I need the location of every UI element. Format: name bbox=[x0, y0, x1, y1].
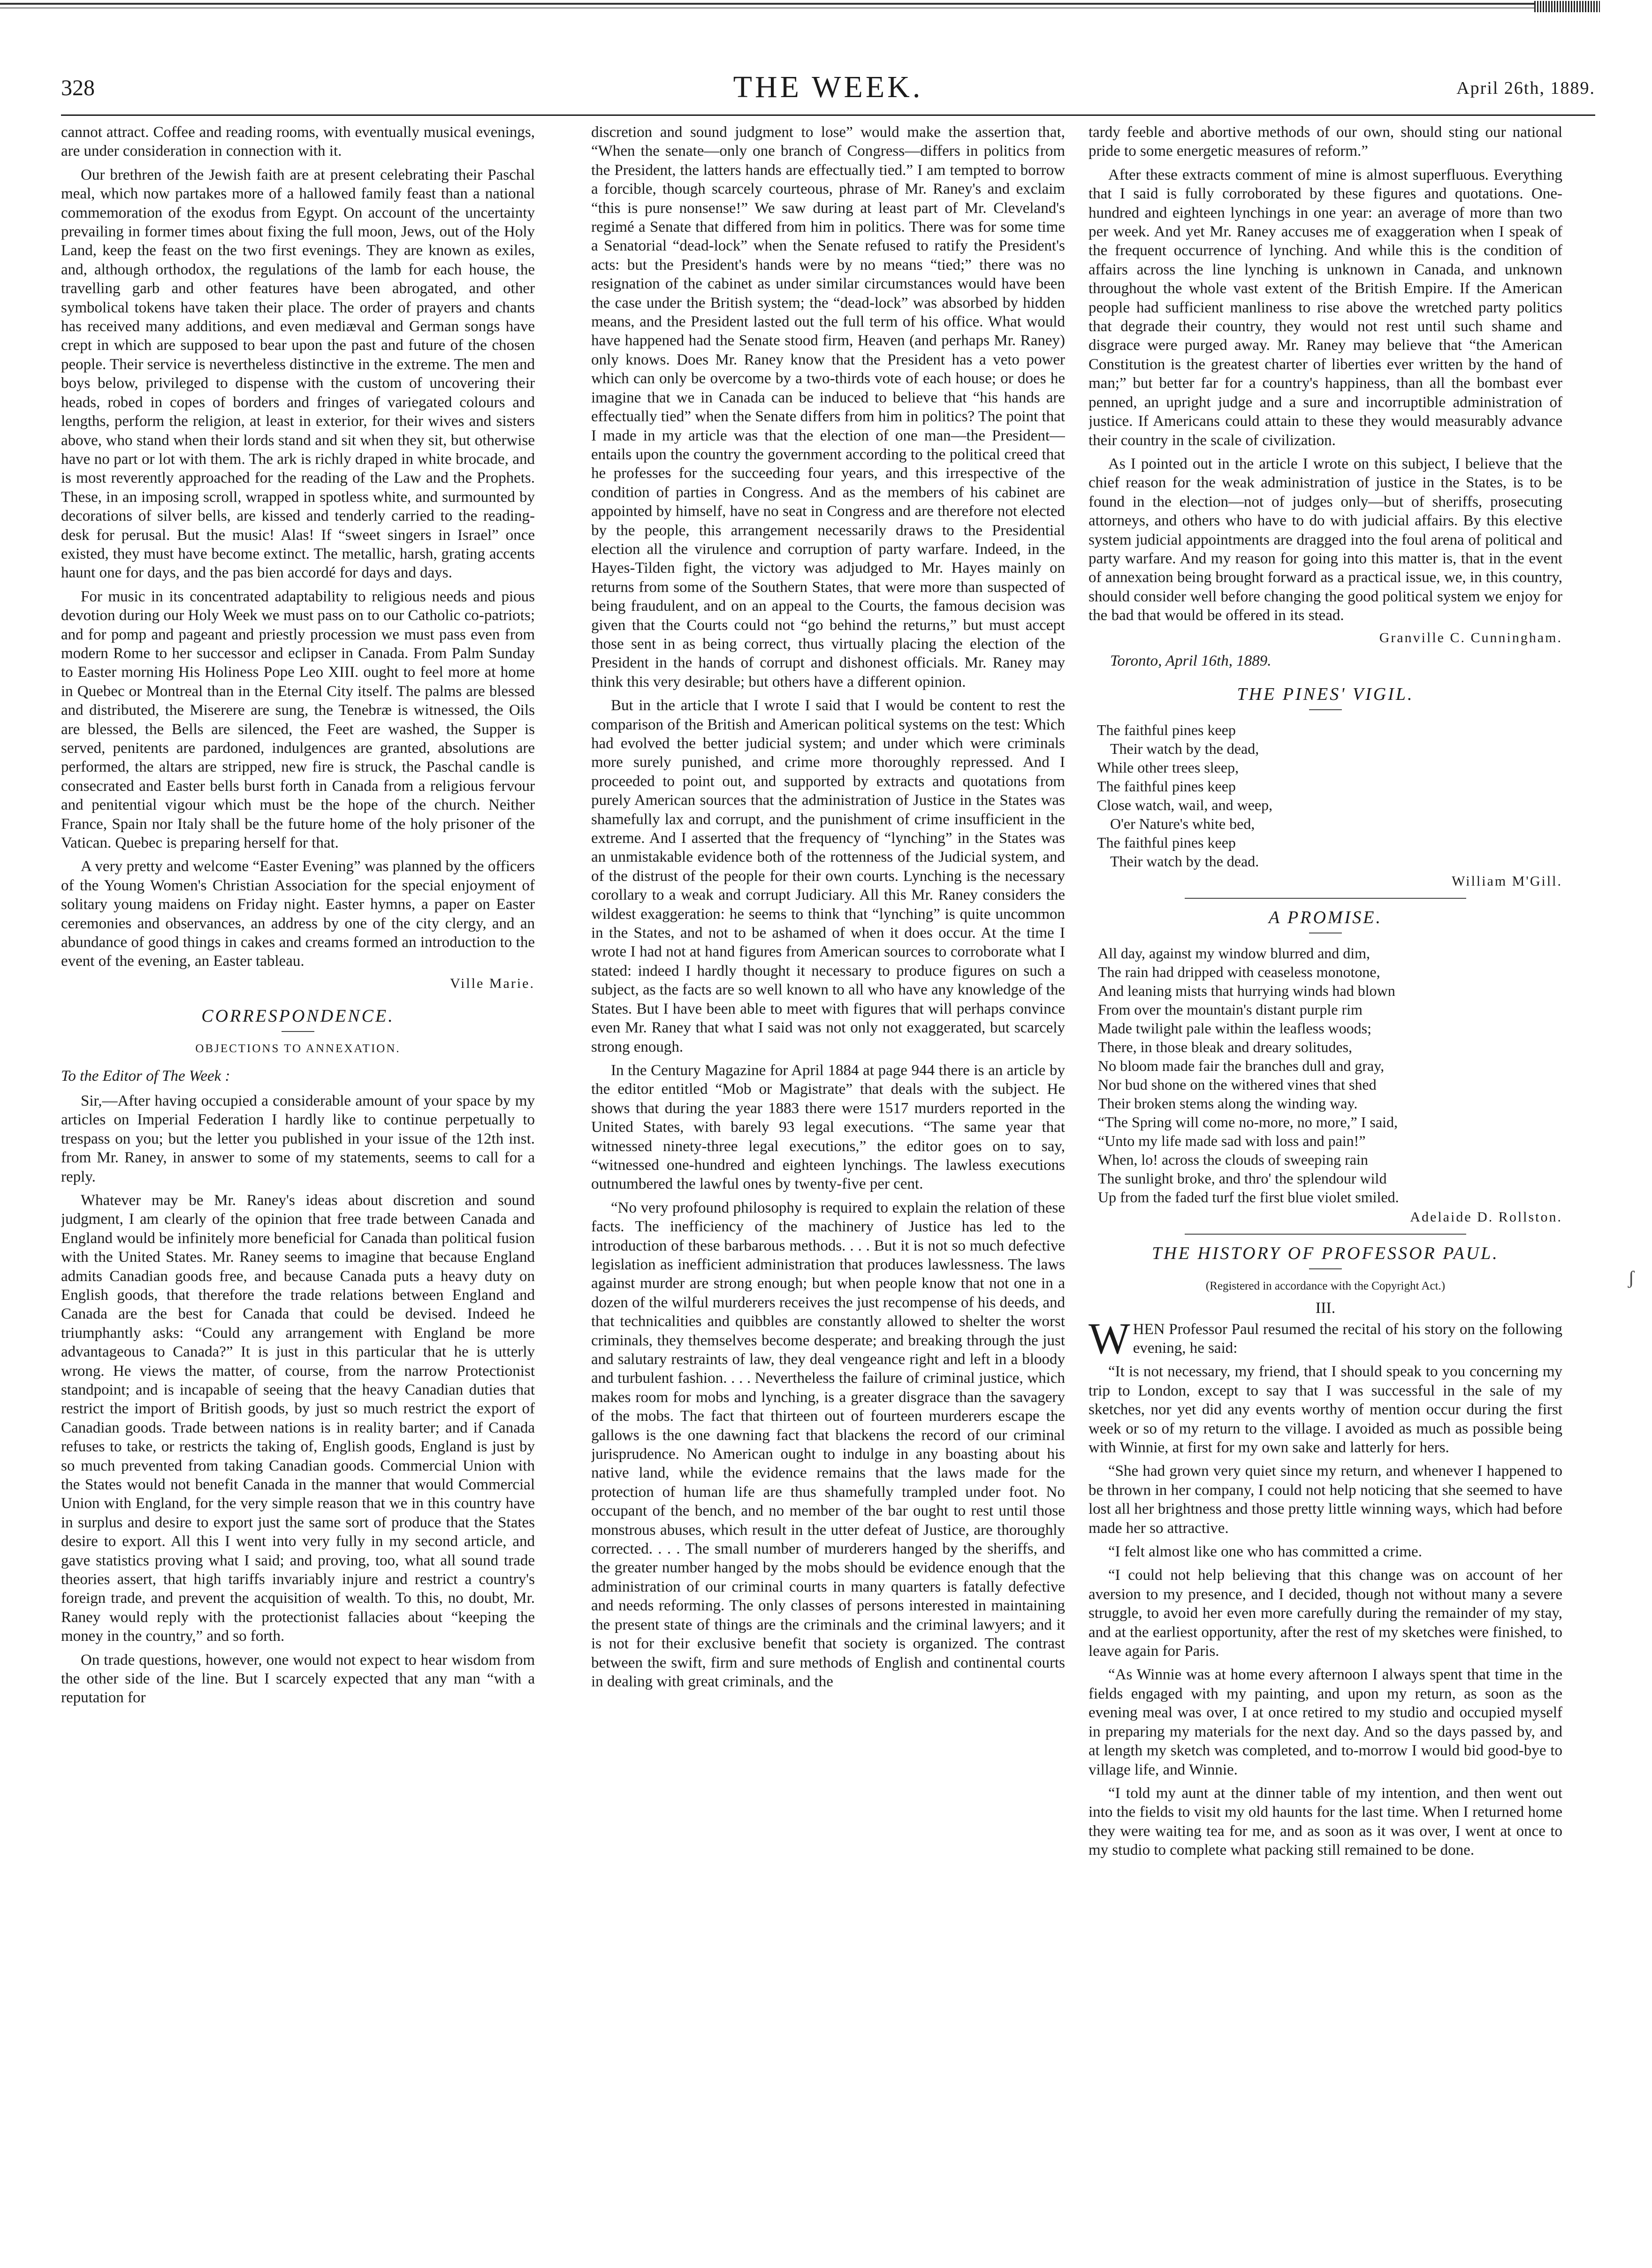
poem-line: All day, against my window blurred and dim, bbox=[1098, 944, 1370, 962]
paragraph: discretion and sound judgment to lose” would make the assertion that, “When the senate—only one branch of Congress—differs in politics from the President, the latters hands are effectually tied.” I am tempted to borrow a forcible, though scarcely courteous, phrase of Mr. Raney's and exclaim “this is pure nonsense!” We saw during at least part of Mr. Cleveland's regimé a Senate that differed from him in politics. There was for some time a Senatorial “dead-lock” when the Senate refused to ratify the President's acts: but the President's hands were by no means “tied;” there was no resignation of the cabinet as under similar circumstances would have been the case under the British system; the “dead-lock” was absorbed by hidden means, and the President lasted out the full term of his office. What would have happened had the Senate stood firm, Heaven (and perhaps Mr. Raney) only knows. Does Mr. Raney know that the President has a veto power which can only be overcome by a two-thirds vote of each house; or does he imagine that we in Canada can be induced to believe that “his hands are effectually tied” when the Senate differs from him in politics? The point that I made in my article was that the election of one man—the President—entails upon the country the government according to the political creed that he professes for the succeeding four years, and this irrespective of the condition of parties in Congress. And as the members of his cabinet are appointed by himself, have no seat in Congress and are therefore not elected by the people, this arrangement necessarily draws to the Presidential election all the virulence and corruption of party warfare. Indeed, in the Hayes-Tilden fight, the victory was adjudged to Mr. Hayes mainly on returns from some of the Southern States, that were more than suspected of being fraudulent, and on an appeal to the Courts, the famous decision was given that the Courts could not “go behind the returns,” but must accept those sent in as being correct, thus virtually placing the election of the President in the hands of corrupt and dishonest officials. Mr. Raney may think this very desirable; but others have a different opinion. bbox=[591, 124, 1065, 690]
divider bbox=[282, 1031, 314, 1032]
poem-line: Nor bud shone on the withered vines that shed bbox=[1098, 1076, 1377, 1093]
poem-line: The faithful pines keep bbox=[1097, 777, 1236, 795]
top-border bbox=[0, 0, 1652, 14]
poem-title: A PROMISE. bbox=[1269, 907, 1382, 927]
story-title: THE HISTORY OF PROFESSOR PAUL. bbox=[1152, 1243, 1499, 1263]
signature: Ville Marie. bbox=[450, 975, 535, 991]
poem-line: Close watch, wail, and weep, bbox=[1097, 796, 1273, 813]
masthead: THE WEEK. bbox=[733, 70, 923, 104]
poem-pines-vigil bbox=[1089, 721, 1562, 871]
poem-line: No bloom made fair the branches dull and gray, bbox=[1098, 1057, 1385, 1074]
poem-line: The sunlight broke, and thro' the splendour wild bbox=[1098, 1169, 1387, 1187]
paragraph: A very pretty and welcome “Easter Evening” was planned by the officers of the Young Women's Christian Association for the special enjoyment of solitary young maidens on Friday night. Easter hymns, a paper on Easter ceremonies and observances, an address by one of the city clergy, and an abundance of good things in cakes and creams formed an introduction to the event of the evening, an Easter tableau. bbox=[61, 858, 535, 970]
torn-edge-mark bbox=[1534, 1, 1600, 12]
paragraph: In the Century Magazine for April 1884 at page 944 there is an article by the editor entitled “Mob or Magistrate” that deals with the subject. He shows that during the year 1883 there were 1517 murders reported in the United States, with barely 93 legal executions. “The same year that witnessed ninety-three legal executions,” the editor goes on to say, “witnessed one-hundred and eighteen lynchings. The lawless executions outnumbered the lawful ones by twenty-five per cent. bbox=[591, 1062, 1065, 1193]
poem-author: William M'Gill. bbox=[1452, 873, 1562, 889]
poem-promise bbox=[1089, 944, 1562, 1206]
column-2 bbox=[591, 123, 1065, 2243]
poem-line: “The Spring will come no-more, no more,” I said, bbox=[1098, 1113, 1398, 1130]
poem-line: From over the mountain's distant purple rim bbox=[1098, 1001, 1363, 1018]
paragraph: “She had grown very quiet since my return, and whenever I happened to be thrown in her company, I could not help noticing that she seemed to have lost all her brightness and those pretty little winning ways, which had before made her so attractive. bbox=[1089, 1463, 1562, 1537]
paragraph: Whatever may be Mr. Raney's ideas about discretion and sound judgment, I am clearly of the opinion that free trade between Canada and England would be infinitely more beneficial for Canada than political fusion with the United States. Mr. Raney seems to imagine that because England admits Canadian goods free, and because Canada puts a heavy duty on English goods, that therefore the trade relations between England and Canada are the best for Canada that could be devised. Indeed he triumphantly asks: “Could any arrangement with England be more advantageous to Canada?” It is just in this particular that he is utterly wrong. He views the matter, of course, from the narrow Protectionist standpoint; and is incapable of seeing that the heavy Canadian duties that restrict the import of British goods, by just so much restrict the export of Canadian goods. Trade between nations is in reality barter; and if Canada refuses to take, or restricts the taking of, English goods, England is just by so much prevented from taking Canadian goods. Commercial Union with the States would not benefit Canada in the manner that would Commercial Union with England, for the very simple reason that we in this country have in surplus and desire to export just the same sort of produce that the States desire to export. All this I went into very fully in my second article, and gave statistics proving what I said; and proving, too, what all sound trade theories assert, that high tariffs invariably injure and restrict a country's foreign trade, and prevent the acquisition of wealth. To this, no doubt, Mr. Raney would reply with the protectionist fallacies about “keeping the money in the country,” and so forth. bbox=[61, 1191, 535, 1645]
section-title: CORRESPONDENCE. bbox=[201, 1006, 395, 1026]
poem-line: Up from the faded turf the first blue violet smiled. bbox=[1098, 1188, 1399, 1206]
poem-line: The rain had dripped with ceaseless monotone, bbox=[1098, 963, 1380, 980]
divider bbox=[1309, 1268, 1342, 1269]
poem-line: Their watch by the dead. bbox=[1110, 852, 1259, 870]
paragraph: “As Winnie was at home every afternoon I always spent that time in the fields engaged with my painting, and upon my return, as soon as the evening meal was over, I at once retired to my studio and occupied myself in preparing my materials for the next day. And so the days passed by, and at length my sketch was completed, and to-morrow I would bid good-bye to village life, and Winnie. bbox=[1089, 1666, 1562, 1778]
poem-line: O'er Nature's white bed, bbox=[1110, 815, 1255, 832]
poem-title: THE PINES' VIGIL. bbox=[1237, 684, 1414, 704]
letter-subhead: OBJECTIONS TO ANNEXATION. bbox=[195, 1042, 401, 1055]
divider bbox=[1185, 898, 1466, 899]
paragraph: “I told my aunt at the dinner table of my intention, and then went out into the fields to visit my old haunts for the last time. When I returned home they were waiting tea for me, and as soon as it was over, I went at once to my studio to complete what packing still remained to be done. bbox=[1089, 1784, 1562, 1859]
poem-line: And leaning mists that hurrying winds had blown bbox=[1098, 982, 1395, 999]
paragraph: “No very profound philosophy is required to explain the relation of these facts. The inefficiency of the machinery of Justice has led to the introduction of these barbarous methods. . . . But it is not so much defective legislation as inefficient administration that produces lawlessness. The laws against murder are strong enough; but when people know that not one in a dozen of the wilful murderers receives the just recompense of his deeds, and that technicalities and quibbles are constantly allowed to shelter the worst criminals, they themselves become desperate; and breaking through the just and salutary restraints of law, they deal vengeance right and left in a bloody and turbulent fashion. . . . Nevertheless the failure of criminal justice, which makes room for mobs and lynching, is a greater disgrace than the savagery of the mobs. The fact that thirteen out of fourteen murderers escape the gallows is the one dawning fact that blackens the record of our criminal jurisprudence. No American ought to indulge in any boasting about his native land, while the evidence remains that the laws made for the protection of human life are thus shamefully trampled under foot. No occupant of the bench, and no member of the bar ought to rest until those monstrous abuses, which result in the utter defeat of Justice, are thoroughly corrected. . . . The small number of murderers hanged by the sheriffs, and the greater number hanged by the mobs should be evidence enough that the administration of our criminal courts in many quarters is fatally defective and needs reforming. The only classes of persons interested in maintaining the present state of things are the criminals and the criminal lawyers; and it is not for their exclusive benefit that society is organized. The contrast between the swift, firm and sure methods of English and continental courts in dealing with great criminals, and the bbox=[591, 1199, 1065, 1690]
poem-line: Their watch by the dead, bbox=[1110, 740, 1259, 757]
paragraph: “I could not help believing that this change was on account of her aversion to my presence, and I decided, though not without many a severe struggle, to avoid her even more carefully during the remainder of my stay, and at the earliest opportunity, after the rest of my sketches were finished, to leave again for Paris. bbox=[1089, 1567, 1562, 1660]
story-opening-paragraph bbox=[1089, 1314, 1562, 1363]
poem-line: There, in those bleak and dreary solitudes, bbox=[1098, 1038, 1353, 1055]
drop-cap: W bbox=[1089, 1314, 1130, 1363]
issue-date: April 26th, 1889. bbox=[1456, 78, 1595, 98]
poem-line: When, lo! across the clouds of sweeping rain bbox=[1098, 1151, 1368, 1168]
poem-line: While other trees sleep, bbox=[1097, 759, 1239, 776]
paragraph: After these extracts comment of mine is almost superfluous. Everything that I said is fully corroborated by these figures and quotations. One-hundred and eighteen lynchings in one year: an average of more than two per week. And yet Mr. Raney accuses me of exaggeration when I speak of the frequent occurrence of lynching. And while this is the condition of affairs across the line lynching is unknown in Canada, and unknown throughout the whole vast extent of the British Empire. If the American people had sufficient manliness to rise above the wretched party politics that degrade their country, they would not rest until such shame and disgrace were purged away. Mr. Raney may believe that “the American Constitution is the greatest charter of liberties ever written by the hand of man;” but better far for a country's happiness, than all the bombast ever penned, an upright judge and a sure and incorruptible administration of justice. If Americans could attain to these they would measurably advance their country in the scale of civilization. bbox=[1089, 166, 1562, 449]
letter-dateline: Toronto, April 16th, 1889. bbox=[1110, 652, 1271, 669]
paragraph: tardy feeble and abortive methods of our own, should sting our national pride to some energetic measures of reform.” bbox=[1089, 124, 1562, 160]
poem-line: The faithful pines keep bbox=[1097, 834, 1236, 851]
page-number: 328 bbox=[61, 76, 95, 100]
poem-line: The faithful pines keep bbox=[1097, 721, 1236, 738]
paragraph: Our brethren of the Jewish faith are at present celebrating their Paschal meal, which now partakes more of a hallowed family feast than a national commemoration of the exodus from Egypt. On account of the uncertainty prevailing in former times about fixing the full moon, Jews, out of the Holy Land, keep the feast on the two first evenings. They are known as exiles, and, although orthodox, the regulations of the lamb for each house, the travelling garb and other features have been abrogated, and other symbolical tokens have taken their place. The order of prayers and chants has received many additions, and even mediæval and German songs have crept in which are supposed to bear upon the past and future of the chosen people. Their service is nevertheless distinctive in the extreme. The men and boys below, privileged to dispense with the custom of uncovering their heads, robed in copes of borders and fringes of variegated colours and lengths, perform the religion, at least in exterior, for their wives and sisters above, who stand when their lords stand and sit when they sit, but otherwise have no part or lot with them. The ark is richly draped in white brocade, and is most reverently approached for the reading of the Law and the Prophets. These, in an imposing scroll, wrapped in spotless white, and surmounted by decorations of silver bells, are kissed and tenderly carried to the reading-desk for perusal. But the music! Alas! If “sweet singers in Israel” once existed, they must have become extinct. The metallic, harsh, grating accents haunt one for days, and the pas bien accordé for days and days. bbox=[61, 166, 535, 582]
paragraph: But in the article that I wrote I said that I would be content to rest the comparison of the British and American political systems on the test: Which had evolved the better judicial system; and under which were criminals more surely punished, and crime more thoroughly repressed. And I proceeded to point out, and supported by extracts and quotations from purely American sources that the administration of Justice in the States was shamefully lax and corrupt, and the punishment of crime insufficient in the extreme. And I asserted that the frequency of “lynching” in the States was an unmistakable evidence both of the rottenness of the Judicial system, and of the distrust of the people for their own courts. Lynching is the necessary corollary to a weak and corrupt Judiciary. All this Mr. Raney considers the wildest exaggeration: he seems to think that “lynching” is quite uncommon in the States, and not to be ashamed of when it does occur. At the time I wrote I had not at hand figures from American sources to corroborate what I stated: indeed I hardly thought it necessary to produce figures on such a subject, as the facts are so well known to all who have any knowledge of the States. But I have been able to meet with figures that will perhaps convince even Mr. Raney that what I said was not only not exaggerated, but scarcely strong enough. bbox=[591, 697, 1065, 1055]
paragraph-text: HEN Professor Paul resumed the recital of his story on the following evening, he said: bbox=[1133, 1320, 1562, 1357]
top-rule bbox=[0, 3, 1595, 5]
paragraph: As I pointed out in the article I wrote on this subject, I believe that the chief reason for the weak administration of justice in the States, is to be found in the election—not of judges only—but of sheriffs, prosecuting attorneys, and others who have to do with judicial affairs. By this elective system judicial appointments are dragged into the foul arena of political and party warfare. And my reason for going into this matter is, that in the event of annexation being brought forward as a practical issue, we, in this country, should consider well before changing the good political system we enjoy for the bad that would be offered in its stead. bbox=[1089, 455, 1562, 624]
margin-mark: ʃ bbox=[1628, 1267, 1635, 1288]
paragraph: cannot attract. Coffee and reading rooms, with eventually musical evenings, are under consideration in connection with it. bbox=[61, 124, 535, 160]
poem-line: Their broken stems along the winding way. bbox=[1098, 1094, 1358, 1112]
column-3 bbox=[1089, 123, 1562, 2243]
paragraph: On trade questions, however, one would not expect to hear wisdom from the other side of the line. But I scarcely expected that any man “with a reputation for bbox=[61, 1651, 535, 1707]
paragraph: Sir,—After having occupied a considerable amount of your space by my articles on Imperial Federation I hardly like to continue perpetually to trespass on you; but the letter you published in your issue of the 12th inst. from Mr. Raney, in answer to some of my statements, seems to call for a reply. bbox=[61, 1092, 535, 1185]
letter-addressee: To the Editor of The Week : bbox=[61, 1067, 230, 1085]
story-part-number: III. bbox=[1315, 1299, 1336, 1317]
copyright-notice: (Registered in accordance with the Copyright Act.) bbox=[1205, 1279, 1446, 1292]
poem-line: Made twilight pale within the leafless woods; bbox=[1098, 1019, 1371, 1037]
column-1 bbox=[61, 123, 535, 2243]
divider bbox=[1309, 709, 1342, 710]
letter-signature: Granville C. Cunningham. bbox=[1379, 630, 1562, 645]
paragraph: “I felt almost like one who has committed a crime. bbox=[1108, 1543, 1422, 1561]
poem-line: “Unto my life made sad with loss and pain!” bbox=[1098, 1132, 1366, 1149]
poem-author: Adelaide D. Rollston. bbox=[1410, 1209, 1562, 1225]
page-header bbox=[61, 70, 1595, 113]
header-rule bbox=[61, 114, 1595, 116]
paragraph: For music in its concentrated adaptability to religious needs and pious devotion during our Holy Week we must pass on to our Catholic co-patriots; and for pomp and pageant and priestly procession we must pass even from modern Rome to her successor and eclipser in Canada. From Palm Sunday to Easter morning His Holiness Pope Leo XIII. ought to feel more at home in Quebec or Montreal than in the Eternal City itself. The palms are blessed and distributed, the Miserere are sung, the Tenebræ is witnessed, the Oils are blessed, the Bells are silenced, the Feet are washed, the Supper is served, penitents are pardoned, indulgences are granted, absolutions are performed, the altars are stripped, new fire is struck, the Paschal candle is consecrated and Easter bells burst forth in Canada from a religious fervour and penitential vigour which must be the hope of the church. Neither France, Spain nor Italy shall be the future home of the holy prisoner of the Vatican. Quebec is preparing herself for that. bbox=[61, 588, 535, 852]
paragraph: “It is not necessary, my friend, that I should speak to you concerning my trip to London, except to say that I was successful in the sale of my sketches, nor yet did any events worthy of mention occur during the first week or so of my return to the village. I avoided as much as possible being with Winnie, at first for my own sake and latterly for hers. bbox=[1089, 1363, 1562, 1456]
divider bbox=[1185, 1234, 1466, 1235]
